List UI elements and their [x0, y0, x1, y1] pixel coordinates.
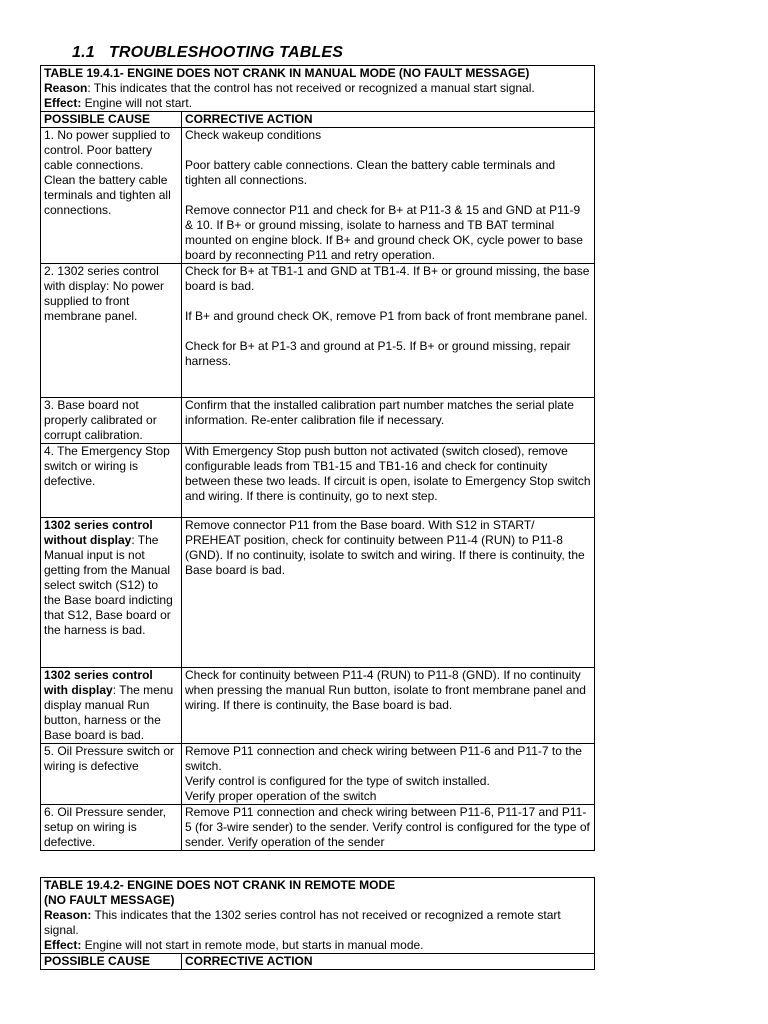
action-text: Check for continuity between P11-4 (RUN) to P11-8 (GND). If no continuity when pressing the manual Run button, isolate to front membrane panel and wiring. If there is continuity, the Base board is bad. — [185, 668, 586, 712]
table-row — [41, 264, 595, 398]
table-row — [41, 668, 595, 744]
action-text: Verify proper operation of the switch — [185, 789, 377, 803]
reason-text — [44, 81, 591, 96]
action-text: Poor battery cable connections. Clean the battery cable terminals and tighten all connections. — [185, 158, 556, 187]
action-cell — [182, 805, 595, 851]
cause-cell — [41, 518, 182, 668]
action-cell — [182, 264, 595, 398]
action-cell — [182, 744, 595, 805]
troubleshooting-table-19-4-2 — [40, 877, 595, 970]
column-header-action: CORRECTIVE ACTION — [182, 112, 595, 128]
table-row — [41, 128, 595, 264]
action-cell — [182, 128, 595, 264]
action-text: Remove connector P11 and check for B+ at P11-3 & 15 and GND at P11-9 & 10. If B+ or ground missing, isolate to harness and TB BAT terminal mounted on engine block. If B+ and ground check OK, cycle power to base board by reconnecting P11 and retry operation. — [185, 203, 583, 262]
action-cell — [182, 518, 595, 668]
cause-cell: 5. Oil Pressure switch or wiring is defective — [41, 744, 182, 805]
effect-body: Engine will not start. — [81, 96, 193, 110]
action-text: Confirm that the installed calibration part number matches the serial plate information. Re-enter calibration file if necessary. — [185, 398, 574, 427]
cause-cell — [41, 668, 182, 744]
table-intro-row — [41, 878, 595, 954]
reason-label: Reason: — [44, 908, 92, 922]
section-heading — [72, 44, 343, 62]
column-header-row — [41, 954, 595, 970]
table-intro-row — [41, 66, 595, 112]
effect-body: Engine will not start in remote mode, but starts in manual mode. — [81, 938, 424, 952]
effect-label: Effect: — [44, 938, 82, 952]
action-cell — [182, 668, 595, 744]
effect-text — [44, 96, 591, 111]
reason-label: Reason — [44, 81, 88, 95]
cause-text: : The menu display manual Run button, harness or the Base board is bad. — [44, 683, 174, 742]
reason-body: : This indicates that the control has not received or recognized a manual start signal. — [87, 81, 535, 95]
column-header-row — [41, 112, 595, 128]
table-row — [41, 398, 595, 444]
section-title: TROUBLESHOOTING TABLES — [108, 44, 344, 61]
effect-text — [44, 938, 591, 953]
table-row — [41, 444, 595, 518]
action-cell — [182, 398, 595, 444]
table-title-line-1: TABLE 19.4.2- ENGINE DOES NOT CRANK IN REMOTE MODE — [44, 878, 396, 892]
table-title: TABLE 19.4.1- ENGINE DOES NOT CRANK IN MANUAL MODE (NO FAULT MESSAGE) — [44, 66, 530, 80]
effect-label: Effect: — [44, 96, 82, 110]
cause-text: : The Manual input is not getting from the Manual select switch (S12) to the Base board indicting that S12, Base board or the harness is bad. — [44, 533, 173, 637]
cause-cell: 4. The Emergency Stop switch or wiring is defective. — [41, 444, 182, 518]
action-text: Verify control is configured for the type of switch installed. — [185, 774, 490, 788]
table-row — [41, 518, 595, 668]
action-text: Remove P11 connection and check wiring between P11-6, P11-17 and P11-5 (for 3-wire sender) to the sender. Verify control is configured for the type of sender. Verify operation of the sender — [185, 805, 590, 849]
cause-bold-text: 1302 series control without display — [44, 518, 153, 547]
action-cell — [182, 444, 595, 518]
action-text: Check for B+ at P1-3 and ground at P1-5. If B+ or ground missing, repair harness. — [185, 339, 571, 368]
action-text: With Emergency Stop push button not activated (switch closed), remove configurable leads from TB1-15 and TB1-16 and check for continuity between these two leads. If circuit is open, isolate to Emergency Stop switch and wiring. If there is continuity, go to next step. — [185, 444, 591, 503]
reason-body: This indicates that the 1302 series control has not received or recognized a remote start signal. — [44, 908, 561, 937]
action-text: Check for B+ at TB1-1 and GND at TB1-4. If B+ or ground missing, the base board is bad. — [185, 264, 590, 293]
table-row — [41, 805, 595, 851]
action-text: If B+ and ground check OK, remove P1 from back of front membrane panel. — [185, 309, 588, 323]
troubleshooting-table-19-4-1 — [40, 65, 595, 851]
action-text: Remove connector P11 from the Base board. With S12 in START/ PREHEAT position, check for continuity between P11-4 (RUN) to P11-8 (GND). If no continuity, isolate to switch and wiring. If there is continuity, the Base board is bad. — [185, 518, 585, 577]
action-text: Remove P11 connection and check wiring between P11-6 and P11-7 to the switch. — [185, 744, 582, 773]
section-number: 1.1 — [72, 44, 95, 61]
table-title-line-2: (NO FAULT MESSAGE) — [44, 893, 175, 907]
cause-cell: 1. No power supplied to control. Poor battery cable connections. Clean the battery cable terminals and tighten all connections. — [41, 128, 182, 264]
column-header-cause: POSSIBLE CAUSE — [41, 112, 182, 128]
column-header-action: CORRECTIVE ACTION — [182, 954, 595, 970]
cause-cell: 3. Base board not properly calibrated or corrupt calibration. — [41, 398, 182, 444]
cause-cell: 6. Oil Pressure sender, setup on wiring is defective. — [41, 805, 182, 851]
column-header-cause: POSSIBLE CAUSE — [41, 954, 182, 970]
table-row — [41, 744, 595, 805]
cause-cell: 2. 1302 series control with display: No power supplied to front membrane panel. — [41, 264, 182, 398]
reason-text — [44, 908, 591, 938]
action-text: Check wakeup conditions — [185, 128, 322, 142]
cause-bold-text: 1302 series control with display — [44, 668, 153, 697]
